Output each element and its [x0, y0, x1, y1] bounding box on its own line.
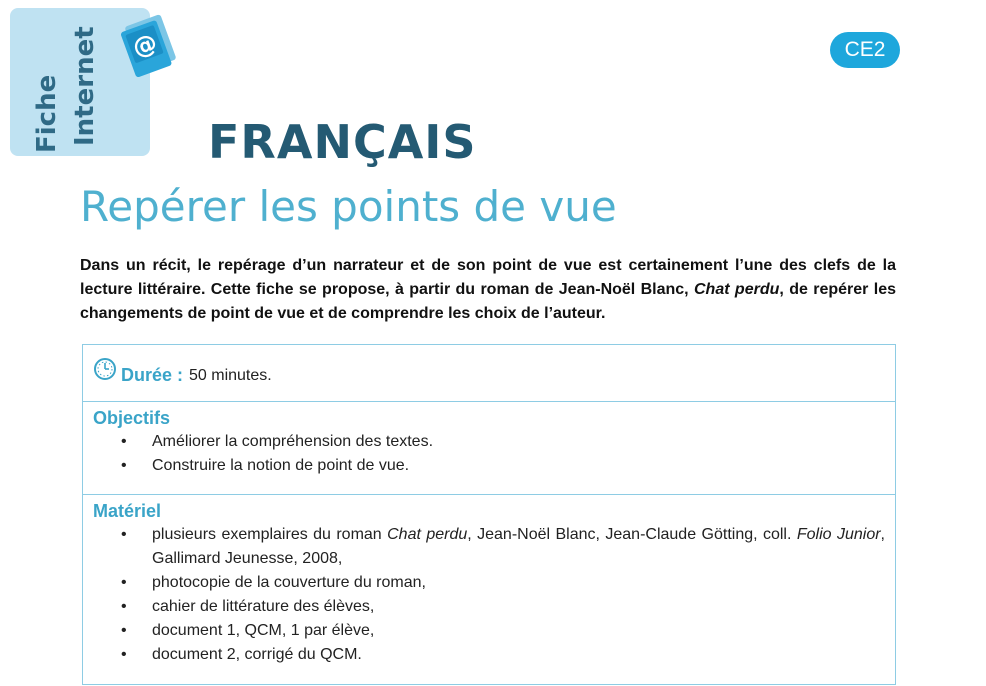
list-item — [93, 619, 885, 643]
list-item — [93, 643, 885, 667]
material-collection: Folio Junior — [796, 526, 881, 543]
list-item — [93, 454, 885, 478]
level-badge: CE2 — [830, 32, 900, 68]
material-text: , Gallimard Jeunesse, 2008, — [152, 526, 885, 567]
bullet: • — [121, 526, 127, 543]
material-text: document 1, QCM, 1 par élève, — [152, 622, 375, 639]
objectives-section — [83, 402, 895, 495]
material-book-title: Chat perdu — [387, 526, 468, 543]
objective-text: Construire la notion de point de vue. — [152, 457, 410, 474]
intro-book-title: Chat perdu — [694, 281, 780, 298]
subject-heading: FRANÇAIS — [208, 115, 477, 169]
material-text: document 2, corrigé du QCM. — [152, 646, 362, 663]
tab-label-internet: Internet — [70, 26, 100, 146]
at-sign-document-icon — [108, 10, 190, 80]
list-item — [93, 571, 885, 595]
material-text: , Jean-Noël Blanc, Jean-Claude Götting, coll. — [467, 526, 797, 543]
svg-text:@: @ — [128, 27, 161, 63]
bullet: • — [121, 433, 127, 450]
clock-icon — [93, 357, 117, 381]
bullet: • — [121, 574, 127, 591]
list-item — [93, 430, 885, 454]
material-text: cahier de littérature des élèves, — [152, 598, 375, 615]
objectives-heading: Objectifs — [93, 408, 171, 428]
duration-label: Durée : — [121, 365, 184, 385]
list-item — [93, 595, 885, 619]
materials-list — [93, 523, 885, 667]
objective-text: Améliorer la compréhension des textes. — [152, 433, 434, 450]
duration-value: 50 minutes. — [189, 367, 272, 384]
tab-label-fiche: Fiche — [32, 74, 62, 153]
bullet: • — [121, 598, 127, 615]
objectives-list — [93, 430, 885, 478]
bullet: • — [121, 457, 127, 474]
materials-section — [83, 495, 895, 667]
material-text: photocopie de la couverture du roman, — [152, 574, 426, 591]
info-box — [82, 344, 896, 685]
duration-section — [83, 345, 895, 402]
intro-text-2: , de repérer les changements de point de vue et de comprendre les choix de l’auteur. — [80, 281, 896, 322]
page-title: Repérer les points de vue — [80, 182, 617, 231]
bullet: • — [121, 622, 127, 639]
list-item — [93, 523, 885, 571]
intro-paragraph — [80, 254, 896, 326]
materials-heading: Matériel — [93, 501, 162, 521]
bullet: • — [121, 646, 127, 663]
intro-text-1: Dans un récit, le repérage d’un narrateur et de son point de vue est certainement l’une des clefs de la lecture littéraire. Cette fiche se propose, à partir du roman de Jean-Noël Blanc, — [80, 257, 896, 298]
material-text: plusieurs exemplaires du roman — [152, 526, 388, 543]
